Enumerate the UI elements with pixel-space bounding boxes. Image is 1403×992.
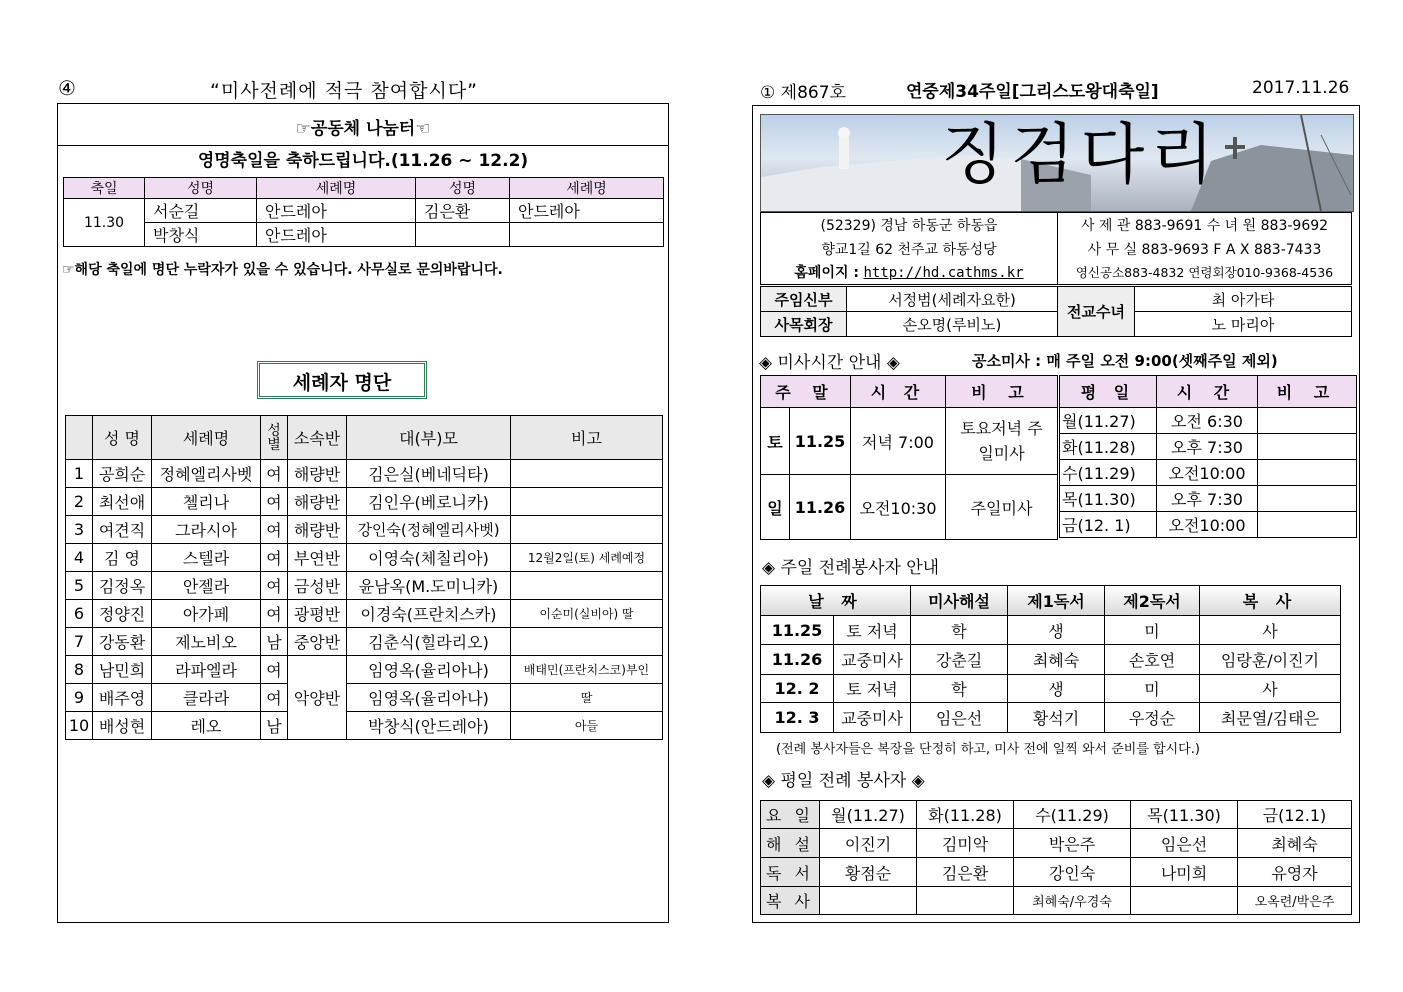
row-no: 8 — [66, 656, 93, 684]
godparent: 이경숙(프란치스카) — [347, 600, 511, 628]
mass-header: 주 말 — [761, 376, 851, 408]
weekday-time: 오전10:00 — [1157, 512, 1258, 538]
mass-header: 평 일 — [1060, 376, 1157, 408]
note — [511, 572, 663, 600]
baptism-table — [65, 415, 663, 740]
godparent: 김은실(베네딕타) — [347, 460, 511, 488]
weekday-day: 금(12. 1) — [1060, 512, 1157, 538]
wd-cell: 강인숙 — [1014, 858, 1131, 887]
wd-cell: 유영자 — [1238, 858, 1352, 887]
weekday-time: 오후 7:30 — [1157, 434, 1258, 460]
row-no: 6 — [66, 600, 93, 628]
wd-row-label: 독 서 — [761, 858, 820, 887]
baptism-header: 세례명 — [152, 416, 261, 460]
godparent: 윤남옥(M.도미니카) — [347, 572, 511, 600]
sex: 여 — [261, 600, 288, 628]
wd-cell: 박은주 — [1014, 829, 1131, 858]
bap: 제노비오 — [152, 628, 261, 656]
godparent: 임영옥(율리아나) — [347, 656, 511, 684]
sunday-reader1: 생 — [1008, 675, 1105, 703]
wd-cell — [1131, 887, 1238, 915]
weekday-time: 오전 6:30 — [1157, 408, 1258, 434]
bap: 스텔라 — [152, 544, 261, 572]
sex: 남 — [261, 628, 288, 656]
group: 광평반 — [288, 600, 347, 628]
godparent: 이영숙(체칠리아) — [347, 544, 511, 572]
note — [511, 516, 663, 544]
wd-row-label: 해 설 — [761, 829, 820, 858]
sex: 여 — [261, 460, 288, 488]
name: 배성현 — [93, 712, 152, 740]
weekday-day: 화(11.28) — [1060, 434, 1157, 460]
wd-cell: 임은선 — [1131, 829, 1238, 858]
bap: 라파엘라 — [152, 656, 261, 684]
mass-weekday-table — [1059, 375, 1357, 538]
weekend-day: 일 — [761, 475, 790, 540]
feast-cell: 박창식 — [145, 223, 257, 247]
sunday-reader1: 최혜숙 — [1008, 645, 1105, 675]
banner — [760, 114, 1354, 212]
baptism-title: 세례자 명단 — [257, 361, 427, 399]
weekday-day: 수(11.29) — [1060, 460, 1157, 486]
weekday-note — [1258, 512, 1357, 538]
sunday-date: 12. 3 — [761, 703, 834, 733]
mass-header: 시 간 — [851, 376, 946, 408]
bap: 첼리나 — [152, 488, 261, 516]
note: 이순미(실비아) 딸 — [511, 600, 663, 628]
weekday-time: 오후 7:30 — [1157, 486, 1258, 512]
sunday-type: 토 저녁 — [834, 616, 911, 645]
name: 공희순 — [93, 460, 152, 488]
feast-header: 축일 — [64, 178, 145, 199]
weekend-day: 토 — [761, 408, 790, 475]
group: 해량반 — [288, 460, 347, 488]
wd-cell: 김은환 — [917, 858, 1014, 887]
weekend-note: 주일미사 — [946, 475, 1058, 540]
sex: 여 — [261, 684, 288, 712]
mass-header: 비 고 — [1258, 376, 1357, 408]
note: 딸 — [511, 684, 663, 712]
sunday-commentator: 학 — [911, 616, 1008, 645]
godparent: 임영옥(율리아나) — [347, 684, 511, 712]
sunday-header: 제1독서 — [1008, 586, 1105, 616]
sunday-server: 최문열/김태은 — [1200, 703, 1341, 733]
wd-header: 요 일 — [761, 801, 820, 829]
note: 아들 — [511, 712, 663, 740]
sunday-reader1: 생 — [1008, 616, 1105, 645]
note — [511, 460, 663, 488]
wd-cell: 나미희 — [1131, 858, 1238, 887]
community-title: ☞공동체 나눔터☜ — [295, 119, 431, 139]
homepage — [761, 261, 1058, 285]
address-line-1: (52329) 경남 하동군 하동읍 — [761, 213, 1058, 237]
name: 최선애 — [93, 488, 152, 516]
mass-title: ◈ 미사시간 안내 ◈ — [759, 353, 900, 373]
sunday-date: 11.26 — [761, 645, 834, 675]
feast-cell — [416, 223, 510, 247]
info-table — [760, 212, 1352, 285]
row-no: 7 — [66, 628, 93, 656]
sunday-commentator: 학 — [911, 675, 1008, 703]
banner-title: 징검다리 — [941, 116, 1221, 193]
sunday-server: 임랑훈/이진기 — [1200, 645, 1341, 675]
bap: 정혜엘리사벳 — [152, 460, 261, 488]
baptism-header: 성별 — [261, 416, 288, 460]
wd-header: 금(12.1) — [1238, 801, 1352, 829]
sunday-type: 토 저녁 — [834, 675, 911, 703]
sunday-reader2: 미 — [1105, 675, 1200, 703]
sex: 여 — [261, 516, 288, 544]
note — [511, 628, 663, 656]
godparent: 김춘식(힐라리오) — [347, 628, 511, 656]
wd-cell: 이진기 — [820, 829, 917, 858]
name: 배주영 — [93, 684, 152, 712]
feast-cell: 안드레아 — [257, 223, 416, 247]
wd-cell: 황점순 — [820, 858, 917, 887]
sunday-servers-note: (전례 봉사자들은 복장을 단정히 하고, 미사 전에 일찍 와서 준비를 합시다.) — [776, 742, 1200, 757]
wd-cell: 최혜숙/우경숙 — [1014, 887, 1131, 915]
left-slogan: “미사전례에 적극 참여합시다” — [210, 80, 479, 102]
row-no: 9 — [66, 684, 93, 712]
wd-row-label: 복 사 — [761, 887, 820, 915]
feast-title: 영명축일을 축하드립니다.(11.26 ~ 12.2) — [197, 151, 529, 171]
sunday-header: 제2독서 — [1105, 586, 1200, 616]
wd-header: 월(11.27) — [820, 801, 917, 829]
group: 중앙반 — [288, 628, 347, 656]
sunday-header: 날 짜 — [761, 586, 911, 616]
name: 여견직 — [93, 516, 152, 544]
wd-header: 화(11.28) — [917, 801, 1014, 829]
bap: 그라시아 — [152, 516, 261, 544]
sunday-date: 11.25 — [761, 616, 834, 645]
row-no: 3 — [66, 516, 93, 544]
weekday-note — [1258, 408, 1357, 434]
weekday-servers-table — [760, 800, 1352, 915]
feast-cell: 김은환 — [416, 199, 510, 223]
feast-note: ☞해당 축일에 명단 누락자가 있을 수 있습니다. 사무실로 문의바랍니다. — [62, 262, 503, 278]
row-no: 1 — [66, 460, 93, 488]
godparent: 박창식(안드레아) — [347, 712, 511, 740]
weekday-note — [1258, 460, 1357, 486]
feast-header: 성명 — [416, 178, 510, 199]
wd-cell — [820, 887, 917, 915]
sunday-reader2: 미 — [1105, 616, 1200, 645]
week-title: 연중제34주일[그리스도왕대축일] — [906, 82, 1159, 102]
mass-note: 공소미사 : 매 주일 오전 9:00(셋째주일 제외) — [972, 352, 1278, 370]
feast-cell — [510, 223, 664, 247]
bap: 안젤라 — [152, 572, 261, 600]
godparent: 김인우(베로니카) — [347, 488, 511, 516]
address-line-2: 향교1길 62 천주교 하동성당 — [761, 237, 1058, 261]
weekend-time: 저녁 7:00 — [851, 408, 946, 475]
sunday-server: 사 — [1200, 616, 1341, 645]
contact-3: 영신공소883-4832 연령회장010-9368-4536 — [1058, 261, 1352, 285]
row-no: 2 — [66, 488, 93, 516]
baptism-header: 비고 — [511, 416, 663, 460]
sunday-reader2: 우정순 — [1105, 703, 1200, 733]
weekday-time: 오전10:00 — [1157, 460, 1258, 486]
sister-1: 최 아가타 — [1135, 287, 1352, 312]
group-merged: 악양반 — [288, 656, 347, 740]
sunday-type: 교중미사 — [834, 645, 911, 675]
wd-cell: 최혜숙 — [1238, 829, 1352, 858]
group: 해량반 — [288, 488, 347, 516]
godparent: 강인숙(정혜엘리사벳) — [347, 516, 511, 544]
pastor-name: 서정범(세례자요한) — [847, 287, 1058, 312]
sex: 여 — [261, 544, 288, 572]
name: 강동환 — [93, 628, 152, 656]
sunday-servers-title: ◈ 주일 전례봉사자 안내 — [762, 558, 940, 578]
weekend-date: 11.26 — [790, 475, 851, 540]
council-label: 사목회장 — [761, 312, 847, 337]
staff-table — [760, 286, 1352, 337]
bap: 클라라 — [152, 684, 261, 712]
wd-cell: 김미악 — [917, 829, 1014, 858]
weekday-note — [1258, 486, 1357, 512]
weekday-day: 월(11.27) — [1060, 408, 1157, 434]
baptism-header: 대(부)모 — [347, 416, 511, 460]
baptism-header: 성 명 — [93, 416, 152, 460]
feast-header: 세례명 — [257, 178, 416, 199]
bap: 레오 — [152, 712, 261, 740]
name: 정양진 — [93, 600, 152, 628]
baptism-header: 소속반 — [288, 416, 347, 460]
sunday-servers-table — [760, 585, 1341, 733]
name: 김 영 — [93, 544, 152, 572]
sunday-type: 교중미사 — [834, 703, 911, 733]
feast-cell: 안드레아 — [257, 199, 416, 223]
feast-cell: 안드레아 — [510, 199, 664, 223]
homepage-link[interactable]: http://hd.cathms.kr — [863, 265, 1024, 282]
sister-2: 노 마리아 — [1135, 312, 1352, 337]
row-no: 4 — [66, 544, 93, 572]
left-page-number: ④ — [58, 76, 76, 100]
mass-header: 비 고 — [946, 376, 1058, 408]
weekday-servers-title: ◈ 평일 전례 봉사자 ◈ — [762, 771, 925, 791]
feast-header: 성명 — [145, 178, 257, 199]
baptism-header — [66, 416, 93, 460]
sunday-reader2: 손호연 — [1105, 645, 1200, 675]
feast-header: 세례명 — [510, 178, 664, 199]
feast-date: 11.30 — [64, 199, 145, 247]
weekend-note: 토요저녁 주일미사 — [946, 408, 1058, 475]
row-no: 5 — [66, 572, 93, 600]
mass-weekend-table — [760, 375, 1058, 540]
sunday-commentator: 강춘길 — [911, 645, 1008, 675]
sunday-header: 복 사 — [1200, 586, 1341, 616]
issue-date: 2017.11.26 — [1252, 78, 1350, 98]
council-name: 손오명(루비노) — [847, 312, 1058, 337]
sunday-header: 미사해설 — [911, 586, 1008, 616]
sex: 여 — [261, 488, 288, 516]
sunday-commentator: 임은선 — [911, 703, 1008, 733]
sunday-server: 사 — [1200, 675, 1341, 703]
sister-label: 전교수녀 — [1058, 287, 1135, 337]
row-no: 10 — [66, 712, 93, 740]
group: 부연반 — [288, 544, 347, 572]
wd-cell: 오옥련/박은주 — [1238, 887, 1352, 915]
sunday-date: 12. 2 — [761, 675, 834, 703]
weekend-date: 11.25 — [790, 408, 851, 475]
group: 금성반 — [288, 572, 347, 600]
feast-table — [63, 177, 664, 247]
note — [511, 488, 663, 516]
contact-1: 사 제 관 883-9691 수 녀 원 883-9692 — [1058, 213, 1352, 237]
pastor-label: 주임신부 — [761, 287, 847, 312]
issue-number: ① 제867호 — [760, 83, 846, 103]
note: 배태민(프란치스코)부인 — [511, 656, 663, 684]
contact-2: 사 무 실 883-9693 F A X 883-7433 — [1058, 237, 1352, 261]
note: 12월2일(토) 세례예정 — [511, 544, 663, 572]
homepage-label: 홈페이지 : — [794, 265, 859, 282]
group: 해량반 — [288, 516, 347, 544]
weekday-day: 목(11.30) — [1060, 486, 1157, 512]
mass-header: 시 간 — [1157, 376, 1258, 408]
sunday-reader1: 황석기 — [1008, 703, 1105, 733]
wd-header: 수(11.29) — [1014, 801, 1131, 829]
weekend-time: 오전10:30 — [851, 475, 946, 540]
wd-cell — [917, 887, 1014, 915]
wd-header: 목(11.30) — [1131, 801, 1238, 829]
sex: 여 — [261, 572, 288, 600]
sex: 여 — [261, 656, 288, 684]
name: 김정옥 — [93, 572, 152, 600]
feast-cell: 서순길 — [145, 199, 257, 223]
sex: 남 — [261, 712, 288, 740]
name: 남민희 — [93, 656, 152, 684]
weekday-note — [1258, 434, 1357, 460]
bap: 아가페 — [152, 600, 261, 628]
